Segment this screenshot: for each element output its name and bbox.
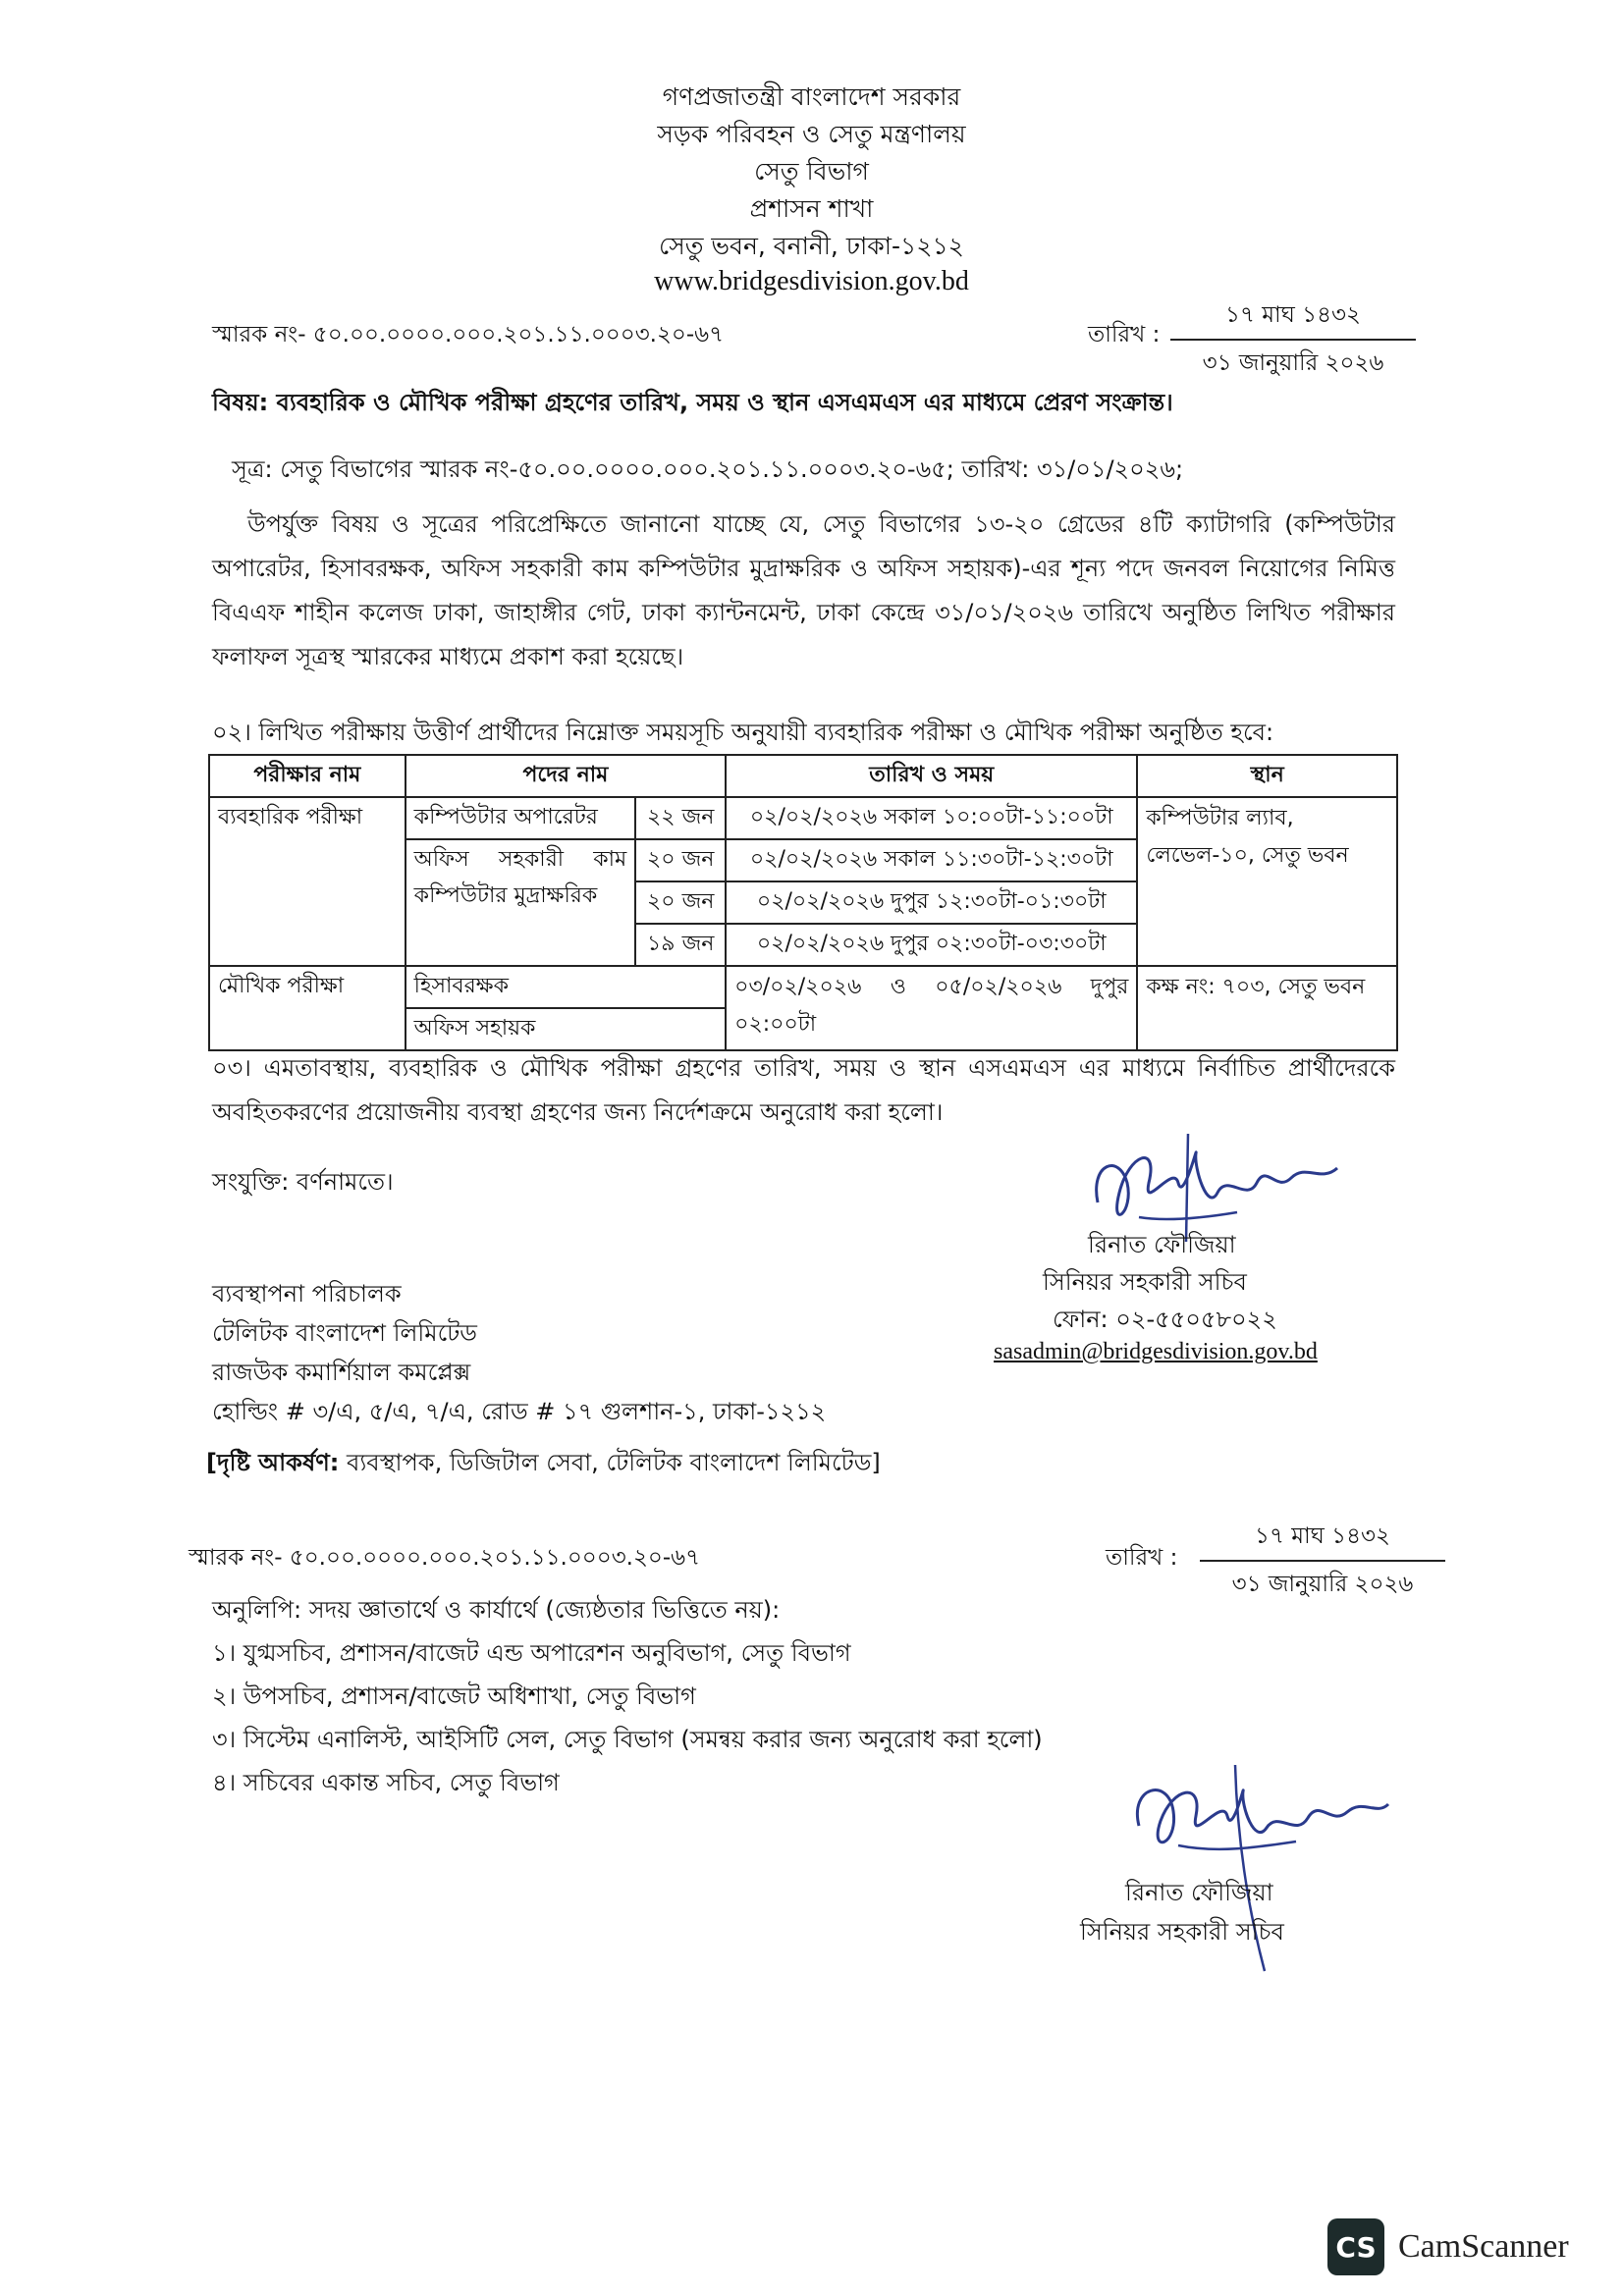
subject: বিষয়: ব্যবহারিক ও মৌখিক পরীক্ষা গ্রহণের তারিখ, সময় ও স্থান এসএমএস এর মাধ্যমে প্রেরণ সংক্রান্ত। (212, 389, 1173, 416)
header-website: www.bridgesdivision.gov.bd (654, 266, 969, 296)
date-label: তারিখ : (1088, 322, 1161, 347)
memo-number: স্মারক নং- ৫০.০০.০০০০.০০০.২০১.১১.০০০৩.২০-৬৭ (212, 322, 725, 347)
date-label-2: তারিখ : (1106, 1545, 1178, 1571)
reference: সূত্র: সেতু বিভাগের স্মারক নং-৫০.০০.০০০০.০০০.২০১.১১.০০০৩.২০-৬৫; তারিখ: ৩১/০১/২০২৬; (232, 455, 1184, 483)
practical-count-1: ২২ জন (635, 797, 726, 839)
table-header-row (209, 755, 1397, 797)
copy-item-3: ৩। সিস্টেম এনালিস্ট, আইসিটি সেল, সেতু বিভাগ (সমন্বয় করার জন্য অনুরোধ করা হলো) (212, 1726, 1043, 1753)
recipient-org: টেলিটক বাংলাদেশ লিমিটেড (212, 1319, 477, 1347)
memo-date (1170, 296, 1416, 383)
attachment-note: সংযুক্তি: বর্ণনামতে। (212, 1168, 394, 1196)
viva-post-1: হিসাবরক্ষক (406, 966, 726, 1008)
signatory-email[interactable]: sasadmin@bridgesdivision.gov.bd (994, 1339, 1318, 1364)
table-row (209, 966, 1397, 1008)
table-row (209, 797, 1397, 839)
recipient-title: ব্যবস্থাপনা পরিচালক (212, 1280, 402, 1308)
memo-number-2: স্মারক নং- ৫০.০০.০০০০.০০০.২০১.১১.০০০৩.২০-৬৭ (189, 1545, 701, 1571)
practical-post-2: অফিস সহকারী কাম কম্পিউটার মুদ্রাক্ষরিক (406, 839, 636, 966)
body-paragraph-1: উপর্যুক্ত বিষয় ও সূত্রের পরিপ্রেক্ষিতে জানানো যাচ্ছে যে, সেতু বিভাগের ১৩-২০ গ্রেডের ৪টি ক্যাটাগরি (কম্পিউটার অপারেটর, হিসাবরক্ষক, অফিস সহকারী কাম কম্পিউটার মুদ্রাক্ষরিক ও অফিস সহায়ক)-এর শূন্য পদে জনবল নিয়োগের নিমিত্ত বিএএফ শাহীন কলেজ ঢাকা, জাহাঙ্গীর গেট, ঢাকা ক্যান্টনমেন্ট, ঢাকা কেন্দ্রে ৩১/০১/২০২৬ তারিখে অনুষ্ঠিত লিখিত পরীক্ষার ফলাফল সূত্রস্থ স্মারকের মাধ্যমে প্রকাশ করা হয়েছে। (212, 510, 1395, 670)
practical-time-2: ০২/০২/২০২৬ সকাল ১১:৩০টা-১২:৩০টা (726, 839, 1137, 881)
copy-item-2: ২। উপসচিব, প্রশাসন/বাজেট অধিশাখা, সেতু বিভাগ (212, 1682, 696, 1710)
practical-exam-name: ব্যবহারিক পরীক্ষা (209, 797, 406, 966)
date-bangla: ১৭ মাঘ ১৪৩২ (1170, 296, 1416, 341)
date-english: ৩১ জানুয়ারি ২০২৬ (1202, 350, 1384, 376)
practical-time-3: ০২/০২/২০২৬ দুপুর ১২:৩০টা-০১:৩০টা (726, 881, 1137, 924)
camscanner-watermark (1327, 2218, 1569, 2275)
schedule-table (208, 754, 1398, 1051)
practical-count-3: ২০ জন (635, 881, 726, 924)
header-address: সেতু ভবন, বনানী, ঢাকা-১২১২ (659, 232, 964, 260)
memo-date-2 (1200, 1518, 1445, 1604)
recipient-address: হোল্ডিং # ৩/এ, ৫/এ, ৭/এ, রোড # ১৭ গুলশান-১, ঢাকা-১২১২ (212, 1398, 827, 1425)
copy-intro: অনুলিপি: সদয় জ্ঞাতার্থে ও কার্যার্থে (জ্যেষ্ঠতার ভিত্তিতে নয়): (212, 1596, 781, 1624)
header-date-time: তারিখ ও সময় (726, 755, 1137, 797)
practical-post-1: কম্পিউটার অপারেটর (406, 797, 636, 839)
practical-count-4: ১৯ জন (635, 924, 726, 966)
recipient-building: রাজউক কমার্শিয়াল কমপ্লেক্স (212, 1359, 471, 1386)
camscanner-logo-icon: CS (1327, 2218, 1384, 2275)
header-division: সেতু বিভাগ (754, 157, 869, 186)
attention-text: ব্যবস্থাপক, ডিজিটাল সেবা, টেলিটক বাংলাদেশ লিমিটেড] (346, 1449, 881, 1476)
header-exam-name: পরীক্ষার নাম (209, 755, 406, 797)
body-paragraph-3: ০৩। এমতাবস্থায়, ব্যবহারিক ও মৌখিক পরীক্ষা গ্রহণের তারিখ, সময় ও স্থান এসএমএস এর মাধ্যমে নির্বাচিত প্রার্থীদেরকে অবহিতকরণের প্রয়োজনীয় ব্যবস্থা গ্রহণের জন্য নির্দেশক্রমে অনুরোধ করা হলো। (212, 1054, 1395, 1126)
practical-time-4: ০২/০২/২০২৬ দুপুর ০২:৩০টা-০৩:৩০টা (726, 924, 1137, 966)
signatory-designation-1: সিনিয়র সহকারী সচিব (1043, 1268, 1247, 1296)
signatory-designation-2: সিনিয়র সহকারী সচিব (1080, 1918, 1284, 1946)
header-section: প্রশাসন শাখা (749, 194, 874, 223)
date-english-2: ৩১ জানুয়ারি ২০২৬ (1231, 1572, 1414, 1597)
header-post-name: পদের নাম (406, 755, 726, 797)
practical-venue: কম্পিউটার ল্যাব, লেভেল-১০, সেতু ভবন (1137, 797, 1397, 966)
camscanner-text: CamScanner (1398, 2228, 1569, 2265)
body-paragraph-2: ০২। লিখিত পরীক্ষায় উত্তীর্ণ প্রার্থীদের নিম্নোক্ত সময়সূচি অনুযায়ী ব্যবহারিক পরীক্ষা ও মৌখিক পরীক্ষা অনুষ্ঠিত হবে: (212, 719, 1274, 746)
attention-line (206, 1445, 881, 1484)
viva-exam-name: মৌখিক পরীক্ষা (209, 966, 406, 1050)
viva-post-2: অফিস সহায়ক (406, 1008, 726, 1050)
practical-count-2: ২০ জন (635, 839, 726, 881)
signatory-phone: ফোন: ০২-৫৫০৫৮০২২ (1053, 1306, 1277, 1333)
header-venue: স্থান (1137, 755, 1397, 797)
copy-item-1: ১। যুগ্মসচিব, প্রশাসন/বাজেট এন্ড অপারেশন অনুবিভাগ, সেতু বিভাগ (212, 1639, 851, 1667)
copy-item-4: ৪। সচিবের একান্ত সচিব, সেতু বিভাগ (212, 1769, 560, 1796)
viva-time: ০৩/০২/২০২৬ ও ০৫/০২/২০২৬ দুপুর ০২:০০টা (726, 966, 1137, 1050)
practical-time-1: ০২/০২/২০২৬ সকাল ১০:০০টা-১১:০০টা (726, 797, 1137, 839)
viva-venue: কক্ষ নং: ৭০৩, সেতু ভবন (1137, 966, 1397, 1050)
header-govt: গণপ্রজাতন্ত্রী বাংলাদেশ সরকার (662, 82, 961, 111)
signatory-name-1: রিনাত ফৌজিয়া (1088, 1231, 1236, 1258)
header-ministry: সড়ক পরিবহন ও সেতু মন্ত্রণালয় (657, 120, 966, 148)
signatory-name-2: রিনাত ফৌজিয়া (1125, 1879, 1273, 1906)
attention-label: [দৃষ্টি আকর্ষণ: (206, 1449, 340, 1476)
date-bangla-2: ১৭ মাঘ ১৪৩২ (1200, 1518, 1445, 1562)
